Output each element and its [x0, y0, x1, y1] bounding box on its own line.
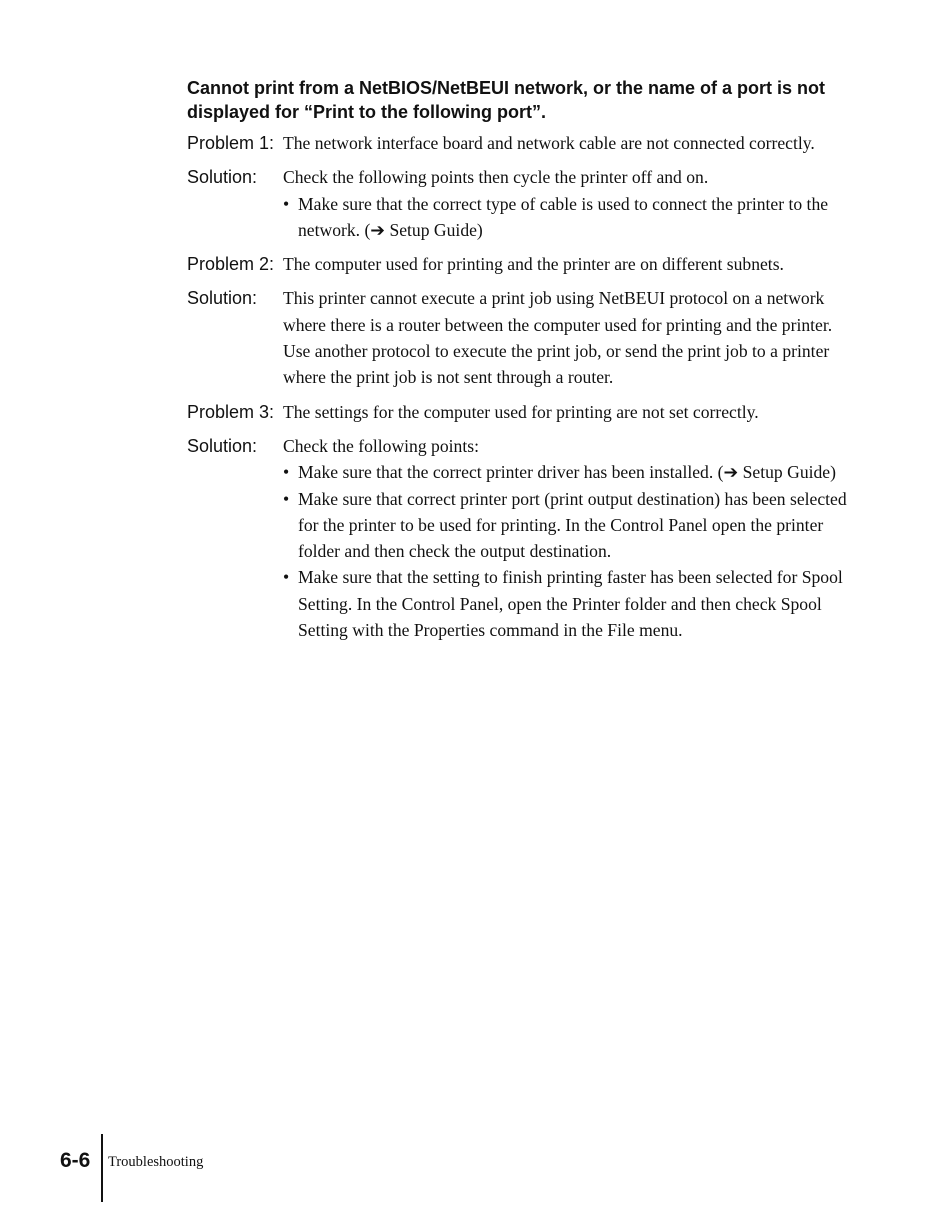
- entry-label: Solution:: [187, 288, 258, 309]
- entry-text: The settings for the computer used for printing are not set correctly.: [283, 401, 759, 422]
- entry-text: Check the following points:: [283, 435, 479, 456]
- entry-body: [283, 285, 847, 390]
- footer-section-title: Troubleshooting: [108, 1154, 204, 1170]
- bullet-item: • Make sure that correct printer port (print output destination) has been selected for the printer to be used for printing. In the Control Panel open the printer folder and then check the output destination.: [283, 486, 847, 565]
- entry-text: This printer cannot execute a print job using NetBEUI protocol on a network where there is a router between the computer used for printing and the printer. Use another protocol to execute the print job, or send the print job to a printer where the print job is not sent through a router.: [283, 288, 833, 388]
- entry-body: [283, 251, 847, 277]
- entry-label: Problem 1:: [187, 133, 275, 153]
- entry-body: [283, 433, 847, 643]
- entry-text: The computer used for printing and the printer are on different subnets.: [283, 254, 784, 275]
- section-heading: Cannot print from a NetBIOS/NetBEUI network, or the name of a port is not displayed for “Print to the following port”.: [187, 78, 826, 122]
- solution-entry: [187, 164, 847, 243]
- entry-body: [283, 164, 847, 243]
- problem-entry: [187, 399, 847, 425]
- bullet-item: • Make sure that the correct type of cable is used to connect the printer to the network. (➔ Setup Guide): [283, 191, 847, 244]
- solution-entry: [187, 433, 847, 643]
- footer-divider: [101, 1134, 103, 1202]
- problem-entry: [187, 251, 847, 277]
- entry-text: Check the following points then cycle the printer off and on.: [283, 167, 709, 188]
- bullet-list: [283, 459, 847, 643]
- entry-label: Solution:: [187, 435, 258, 456]
- entry-label: Problem 2:: [187, 254, 275, 275]
- solution-entry: [187, 285, 847, 390]
- entry-body: [283, 130, 847, 156]
- entry-text: The network interface board and network cable are not connected correctly.: [283, 133, 815, 153]
- page-number: 6-6: [60, 1149, 91, 1172]
- bullet-list: [283, 191, 847, 244]
- problem-entry: [187, 130, 847, 156]
- entry-label: Solution:: [187, 167, 258, 188]
- entry-body: [283, 399, 847, 425]
- troubleshooting-entries: [187, 130, 847, 651]
- bullet-item: • Make sure that the correct printer driver has been installed. (➔ Setup Guide): [283, 459, 847, 485]
- entry-label: Problem 3:: [187, 401, 275, 422]
- bullet-item: • Make sure that the setting to finish printing faster has been selected for Spool Setting. In the Control Panel, open the Printer folder and then check Spool Setting with the Properties command in the File menu.: [283, 564, 847, 643]
